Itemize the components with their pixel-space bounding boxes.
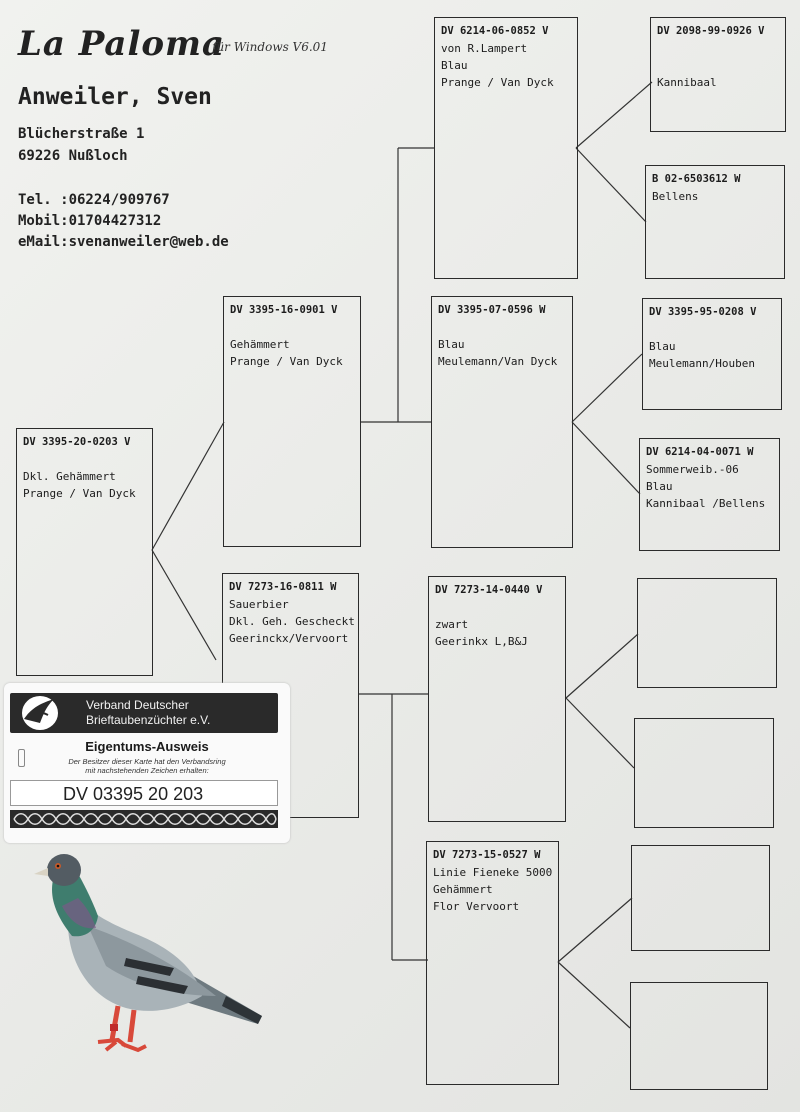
detail-line: Prange / Van Dyck [23, 487, 136, 500]
pedigree-sss [650, 17, 786, 132]
detail-line: Blau [646, 480, 673, 493]
detail-line: Blau [649, 340, 676, 353]
address-street: Blücherstraße 1 [18, 126, 145, 142]
ownership-card [4, 683, 290, 843]
detail-line [657, 57, 779, 74]
pedigree-dsd-empty [634, 718, 774, 828]
detail-line: Meulemann/Houben [649, 357, 755, 370]
detail-line: Bellens [652, 190, 699, 203]
card-association-line: Brieftaubenzüchter e.V. [86, 713, 211, 727]
contact-email: eMail:svenanweiler@web.de [18, 234, 229, 250]
detail-line: Dkl. Gehämmert [23, 470, 116, 483]
pedigree-sdd [639, 438, 780, 551]
pigeon-illustration [26, 846, 266, 1066]
detail-line [438, 319, 566, 336]
ring-number: DV 3395-20-0203 V [23, 436, 131, 448]
app-version: für Windows V6.01 [212, 40, 328, 54]
detail-line: Sauerbier [229, 598, 289, 611]
card-pattern-band [10, 810, 278, 828]
address-city: 69226 Nußloch [18, 148, 128, 164]
ring-number: DV 3395-16-0901 V [230, 304, 338, 316]
detail-line: Kannibaal [657, 76, 717, 89]
card-association [86, 698, 210, 728]
pedigree-sire-dam [431, 296, 573, 548]
card-header [10, 693, 278, 733]
detail-line: Meulemann/Van Dyck [438, 355, 558, 368]
pedigree-dds-empty [631, 845, 770, 951]
pedigree-subject [16, 428, 153, 676]
detail-line: Dkl. Geh. Gescheckt [229, 615, 355, 628]
card-title: Eigentums-Ausweis [85, 739, 209, 754]
ring-number: B 02-6503612 W [652, 173, 741, 185]
detail-line: Prange / Van Dyck [441, 76, 554, 89]
detail-line: Blau [438, 338, 465, 351]
pedigree-ddd-empty [630, 982, 768, 1090]
dove-logo-icon [14, 693, 74, 733]
ring-number: DV 7273-14-0440 V [435, 584, 543, 596]
card-note [4, 757, 290, 775]
pedigree-sire-sire [434, 17, 578, 279]
pedigree-ssd [645, 165, 785, 279]
ring-number: DV 6214-04-0071 W [646, 446, 754, 458]
ring-number: DV 6214-06-0852 V [441, 25, 549, 37]
app-logo: La Paloma [18, 24, 226, 64]
detail-line: Prange / Van Dyck [230, 355, 343, 368]
detail-line [23, 451, 146, 468]
detail-line: Kannibaal /Bellens [646, 497, 766, 510]
ring-number: DV 3395-95-0208 V [649, 306, 757, 318]
detail-line: Geerinkx L,B&J [435, 635, 528, 648]
pedigree-dam-dam [426, 841, 559, 1085]
detail-line [230, 319, 354, 336]
detail-line: zwart [435, 618, 469, 631]
owner-name: Anweiler, Sven [18, 84, 212, 110]
ring-number: DV 7273-15-0527 W [433, 849, 541, 861]
pedigree-dam-sire [428, 576, 566, 822]
pedigree-sds [642, 298, 782, 410]
pedigree-sire [223, 296, 361, 547]
pedigree-dss-empty [637, 578, 777, 688]
detail-line: von R.Lampert [441, 42, 528, 55]
contact-mobile: Mobil:01704427312 [18, 213, 162, 229]
detail-line: Gehämmert [433, 883, 493, 896]
detail-line: Geerinckx/Vervoort [229, 632, 349, 645]
detail-line [657, 40, 779, 57]
contact-phone: Tel. :06224/909767 [18, 192, 170, 208]
ring-number: DV 7273-16-0811 W [229, 581, 337, 593]
ring-number: DV 3395-07-0596 W [438, 304, 546, 316]
detail-line: Gehämmert [230, 338, 290, 351]
ring-number: DV 2098-99-0926 V [657, 25, 765, 37]
card-note-line: Der Besitzer dieser Karte hat den Verbandsring [68, 757, 226, 766]
detail-line: Sommerweib.-06 [646, 463, 739, 476]
detail-line: Blau [441, 59, 468, 72]
card-association-line: Verband Deutscher [86, 698, 189, 712]
card-ring-number: DV 03395 20 203 [10, 780, 278, 806]
detail-line [649, 321, 775, 338]
detail-line: Linie Fieneke 5000 [433, 866, 553, 879]
card-note-line: mit nachstehenden Zeichen erhalten: [85, 766, 209, 775]
detail-line [435, 599, 559, 616]
detail-line: Flor Vervoort [433, 900, 520, 913]
